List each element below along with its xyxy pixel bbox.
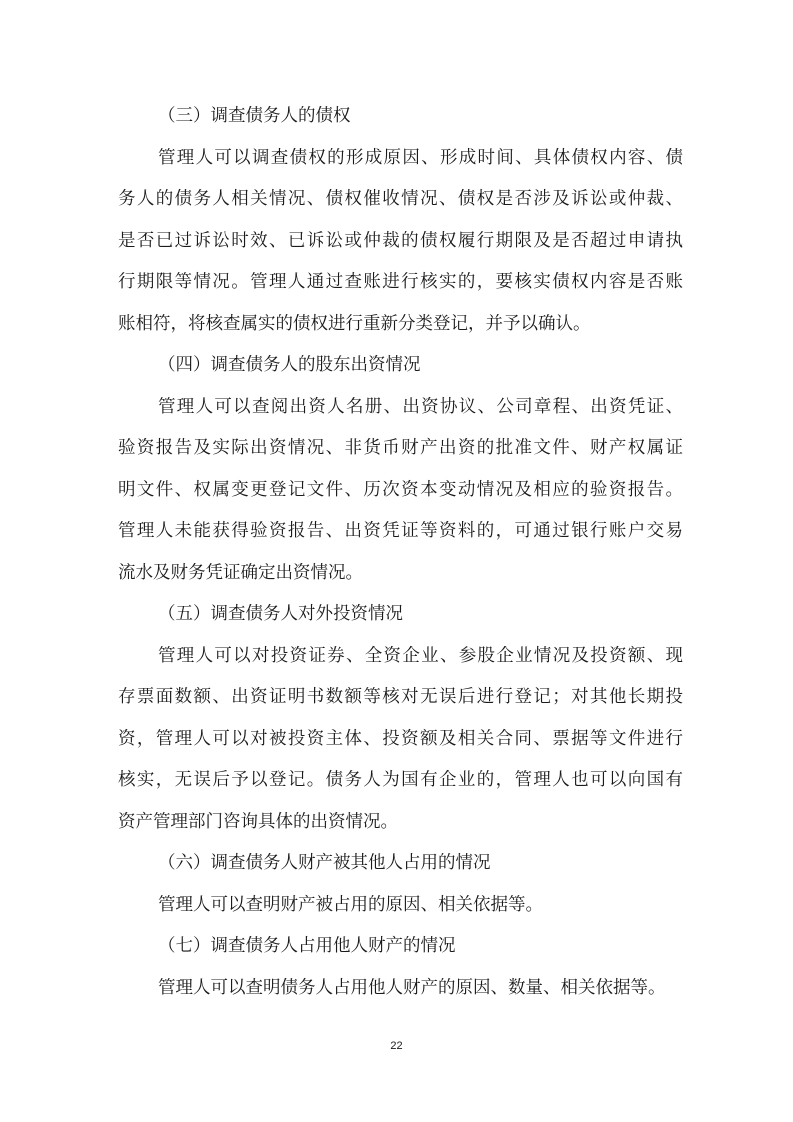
paragraph-line: 管理人可以对投资证券、全资企业、参股企业情况及投资额、现 bbox=[158, 645, 685, 666]
paragraph-line: 管理人未能获得验资报告、出资凭证等资料的，可通过银行账户交易 bbox=[118, 521, 685, 541]
section-heading: （六）调查债务人财产被其他人占用的情况 bbox=[158, 853, 491, 873]
body-paragraph bbox=[118, 138, 683, 346]
section-heading: （四）调查债务人的股东出资情况 bbox=[158, 355, 421, 375]
paragraph-line: 务人的债务人相关情况、债权催收情况、债权是否涉及诉讼或仲裁、 bbox=[118, 189, 685, 209]
paragraph-line: 管理人可以查明财产被占用的原因、相关依据等。 bbox=[158, 894, 543, 915]
body-paragraph bbox=[118, 636, 683, 844]
body-paragraph bbox=[118, 968, 683, 1010]
body-paragraph bbox=[118, 885, 683, 927]
paragraph-line: 验资报告及实际出资情况、非货币财产出资的批准文件、财产权属证 bbox=[118, 438, 685, 458]
page-number: 22 bbox=[390, 1040, 403, 1052]
paragraph-line: 管理人可以调查债权的形成原因、形成时间、具体债权内容、债 bbox=[158, 147, 685, 168]
section-heading: （三）调查债务人的债权 bbox=[158, 106, 351, 126]
paragraph-line: 管理人可以查明债务人占用他人财产的原因、数量、相关依据等。 bbox=[158, 977, 666, 998]
paragraph-line: 资产管理部门咨询具体的出资情况。 bbox=[118, 811, 398, 832]
paragraph-line: 行期限等情况。管理人通过查账进行核实的，要核实债权内容是否账 bbox=[118, 272, 685, 292]
body-paragraph bbox=[118, 387, 683, 595]
section-heading: （七）调查债务人占用他人财产的情况 bbox=[158, 936, 456, 956]
paragraph-line: 存票面数额、出资证明书数额等核对无误后进行登记；对其他长期投 bbox=[118, 687, 685, 707]
paragraph-line: 账相符，将核查属实的债权进行重新分类登记，并予以确认。 bbox=[118, 313, 591, 334]
paragraph-line: 资，管理人可以对被投资主体、投资额及相关合同、票据等文件进行 bbox=[118, 728, 685, 749]
paragraph-line: 是否已过诉讼时效、已诉讼或仲裁的债权履行期限及是否超过申请执 bbox=[118, 230, 685, 251]
section-heading: （五）调查债务人对外投资情况 bbox=[158, 604, 403, 624]
paragraph-line: 流水及财务凭证确定出资情况。 bbox=[118, 562, 363, 583]
paragraph-line: 管理人可以查阅出资人名册、出资协议、公司章程、出资凭证、 bbox=[158, 396, 685, 417]
paragraph-line: 核实，无误后予以登记。债务人为国有企业的，管理人也可以向国有 bbox=[118, 770, 685, 790]
document-body bbox=[118, 96, 683, 1009]
paragraph-line: 明文件、权属变更登记文件、历次资本变动情况及相应的验资报告。 bbox=[118, 479, 685, 500]
